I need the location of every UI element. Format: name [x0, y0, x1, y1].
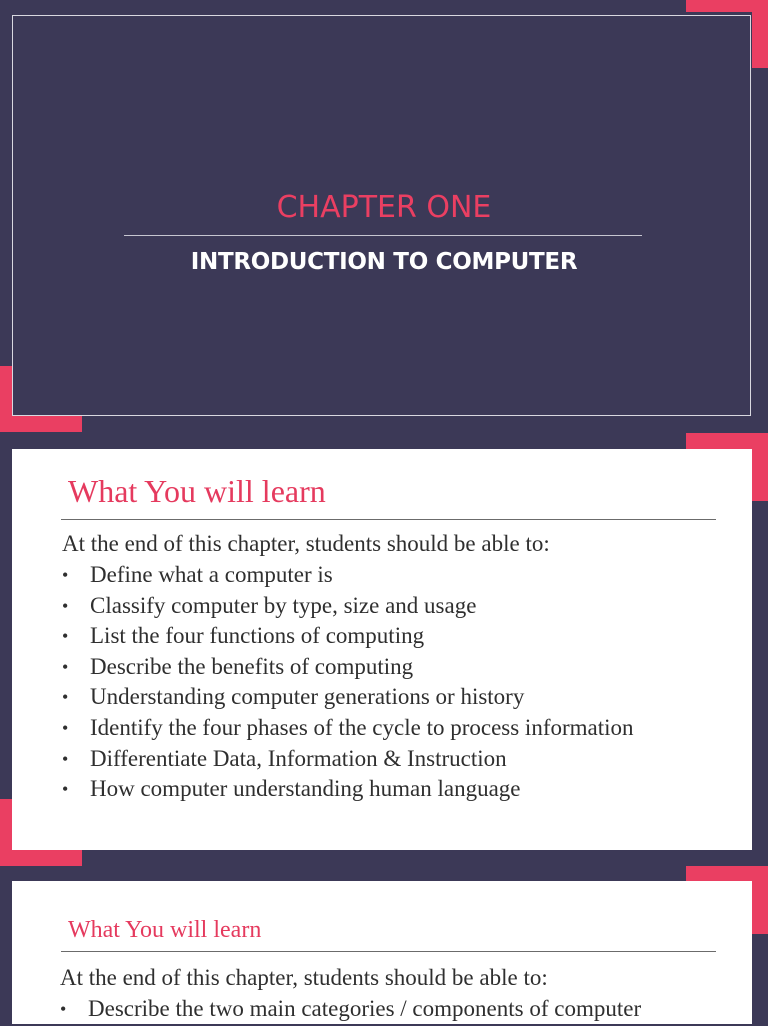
- bullet-icon: •: [62, 717, 69, 738]
- bullet-icon: •: [62, 779, 69, 800]
- slide-intro: At the end of this chapter, students should be able to:: [60, 965, 548, 990]
- list-item: [62, 775, 634, 806]
- bullet-icon: •: [62, 595, 69, 616]
- list-item: [62, 745, 634, 776]
- bullet-icon: •: [62, 626, 69, 647]
- list-item-text: Understanding computer generations or history: [90, 684, 525, 710]
- list-item: [60, 995, 641, 1026]
- bullet-icon: •: [60, 999, 67, 1019]
- accent-block-slide2-right: [752, 433, 768, 501]
- chapter-subtitle: INTRODUCTION TO COMPUTER: [190, 249, 578, 275]
- slide-heading: What You will learn: [68, 473, 326, 509]
- accent-block-top-right-side: [752, 0, 768, 68]
- list-item-text: Describe the two main categories / components of computer: [88, 996, 642, 1021]
- heading-divider: [61, 951, 716, 952]
- list-item-text: List the four functions of computing: [90, 623, 425, 649]
- list-item-text: Identify the four phases of the cycle to process information: [90, 714, 634, 740]
- slide-heading: What You will learn: [68, 917, 262, 943]
- list-item: [62, 653, 634, 684]
- list-item-text: Classify computer by type, size and usage: [90, 592, 477, 618]
- accent-block-slide2-bottom: [0, 850, 82, 866]
- list-item-text: Describe the benefits of computing: [90, 653, 414, 679]
- list-item: [62, 561, 634, 592]
- bullet-icon: •: [62, 687, 69, 708]
- bullet-icon: •: [62, 656, 69, 677]
- list-item-text: Differentiate Data, Information & Instruction: [90, 745, 507, 771]
- list-item-text: Define what a computer is: [90, 562, 333, 587]
- list-item: [62, 714, 634, 745]
- list-item-text: How computer understanding human language: [90, 776, 521, 802]
- heading-divider: [61, 519, 716, 520]
- chapter-title: CHAPTER ONE: [276, 190, 492, 225]
- bullet-icon: •: [62, 748, 69, 769]
- learning-objectives-slide: [12, 449, 752, 850]
- list-item: [62, 622, 634, 653]
- learning-objectives-slide-2: [12, 881, 752, 1024]
- bullet-icon: •: [62, 565, 69, 585]
- title-divider: [124, 235, 642, 236]
- accent-block-slide3-right: [752, 866, 768, 934]
- list-item: [62, 683, 634, 714]
- objectives-list: [60, 995, 641, 1026]
- title-slide: [0, 0, 768, 433]
- objectives-list: [62, 561, 634, 806]
- list-item: [62, 592, 634, 623]
- accent-block-slide1-bottom: [0, 416, 82, 432]
- slide-intro: At the end of this chapter, students should be able to:: [62, 531, 550, 556]
